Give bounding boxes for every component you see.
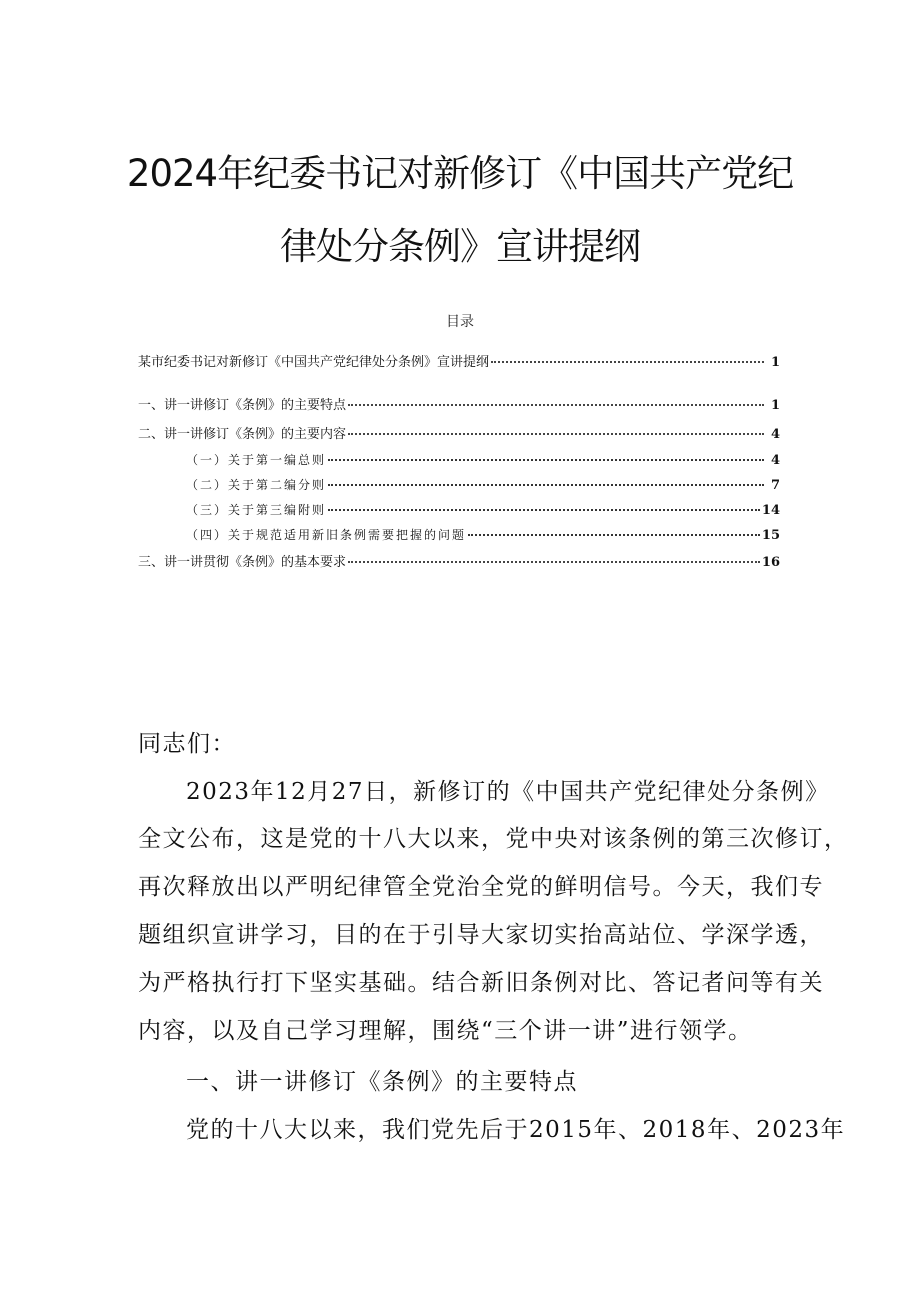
paragraph-line: 再次释放出以严明纪律管全党治全党的鲜明信号。今天，我们专 <box>138 874 824 900</box>
toc-heading: 目录 <box>446 314 474 330</box>
toc-entry-text: 某市纪委书记对新修订《中国共产党纪律处分条例》宣讲提纲 <box>138 355 490 370</box>
toc-entry-page: 16 <box>761 555 780 570</box>
toc-entry-page: 1 <box>770 355 780 370</box>
toc-leader-dots <box>348 419 764 435</box>
toc-entry-page: 15 <box>761 528 780 543</box>
paragraph-line: 题组织宣讲学习，目的在于引导大家切实抬高站位、学深学透， <box>138 922 824 948</box>
toc-entry-text: （一）关于第一编总则 <box>186 453 327 467</box>
paragraph-line: 全文公布，这是党的十八大以来，党中央对该条例的第三次修订， <box>138 826 849 852</box>
toc-leader-dots <box>468 520 760 536</box>
toc-leader-dots <box>328 495 760 511</box>
toc-entry[interactable] <box>138 422 780 442</box>
toc-entry[interactable] <box>138 393 780 413</box>
toc-leader-dots <box>328 470 764 486</box>
paragraph-line: 党的十八大以来，我们党先后于2015年、2018年、2023年 <box>186 1117 846 1143</box>
section-heading: 一、讲一讲修订《条例》的主要特点 <box>186 1069 578 1095</box>
toc-leader-dots <box>491 347 764 363</box>
toc-entry-text: （三）关于第三编附则 <box>186 503 327 517</box>
toc-entry-page: 4 <box>770 453 780 468</box>
toc-entry[interactable] <box>138 350 780 370</box>
paragraph-line: 内容，以及自己学习理解，围绕“三个讲一讲”进行领学。 <box>138 1018 753 1044</box>
toc-entry-text: 一、讲一讲修订《条例》的主要特点 <box>138 398 347 413</box>
toc-entry-page: 1 <box>770 398 780 413</box>
toc-subentry[interactable] <box>186 523 780 543</box>
toc-entry-text: 二、讲一讲修订《条例》的主要内容 <box>138 427 347 442</box>
toc-leader-dots <box>348 547 760 563</box>
toc-entry-text: 三、讲一讲贯彻《条例》的基本要求 <box>138 555 347 570</box>
toc-entry-page: 4 <box>770 427 780 442</box>
document-title-line-1: 2024年纪委书记对新修订《中国共产党纪 <box>126 152 794 195</box>
toc-subentry[interactable] <box>186 498 780 518</box>
toc-entry-text: （二）关于第二编分则 <box>186 478 327 492</box>
salutation: 同志们： <box>138 731 236 757</box>
toc-entry-page: 7 <box>770 478 780 493</box>
paragraph-line: 2023年12月27日，新修订的《中国共产党纪律处分条例》 <box>186 779 830 805</box>
paragraph-line: 为严格执行打下坚实基础。结合新旧条例对比、答记者问等有关 <box>138 970 824 996</box>
toc-entry[interactable] <box>138 550 780 570</box>
toc-leader-dots <box>328 445 764 461</box>
toc-subentry[interactable] <box>186 448 780 468</box>
toc-leader-dots <box>348 390 764 406</box>
toc-entry-text: （四）关于规范适用新旧条例需要把握的问题 <box>186 528 467 542</box>
toc-entry-page: 14 <box>761 503 780 518</box>
toc-subentry[interactable] <box>186 473 780 493</box>
document-title-line-2: 律处分条例》宣讲提纲 <box>280 225 640 268</box>
